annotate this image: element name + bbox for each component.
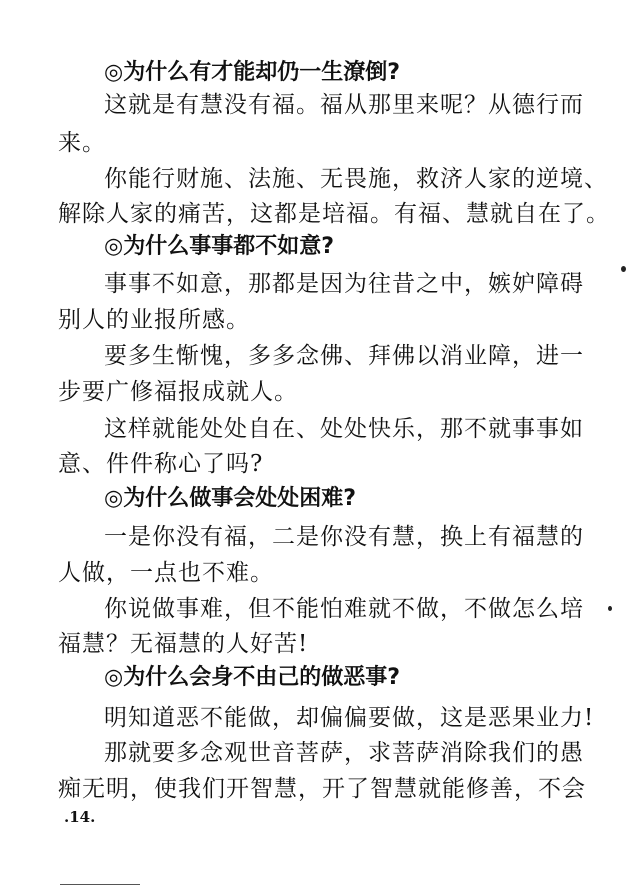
paragraph-line: 解除人家的痛苦，这都是培福。有福、慧就自在了。: [58, 201, 610, 227]
paragraph-line: 要多生惭愧，多多念佛、拜佛以消业障，进一: [104, 343, 584, 369]
paragraph-line: 明知道恶不能做，却偏偏要做，这是恶果业力!: [104, 705, 595, 731]
heading-q3: ◎为什么做事会处处困难?: [104, 486, 356, 511]
paragraph-line: 别人的业报所感。: [58, 307, 250, 333]
paragraph-line: 一是你没有福，二是你没有慧，换上有福慧的: [104, 524, 584, 550]
scan-speck: [608, 606, 612, 611]
heading-q1: ◎为什么有才能却仍一生潦倒?: [104, 60, 400, 85]
paragraph-line: 你说做事难，但不能怕难就不做，不做怎么培: [104, 596, 584, 622]
paragraph-line: 这样就能处处自在、处处快乐，那不就事事如: [104, 416, 584, 442]
paragraph-line: 人做，一点也不难。: [58, 560, 274, 586]
paragraph-line: 那就要多念观世音菩萨，求菩萨消除我们的愚: [104, 740, 584, 766]
heading-q4: ◎为什么会身不由己的做恶事?: [104, 665, 400, 690]
paragraph-line: 福慧？无福慧的人好苦!: [58, 631, 309, 657]
paragraph-line: 步要广修福报成就人。: [58, 379, 298, 405]
heading-q2: ◎为什么事事都不如意?: [104, 234, 334, 259]
paragraph-line: 你能行财施、法施、无畏施，救济人家的逆境、: [104, 166, 608, 192]
paragraph-line: 事事不如意，那都是因为往昔之中，嫉妒障碍: [104, 271, 584, 297]
scan-edge-line: [60, 884, 140, 885]
paragraph-line: 意、件件称心了吗?: [58, 451, 264, 477]
paragraph-line: 这就是有慧没有福。福从那里来呢？从德行而: [104, 92, 584, 118]
paragraph-line: 痴无明，使我们开智慧，开了智慧就能修善，不会: [58, 776, 586, 802]
page-number: .14.: [64, 808, 96, 826]
scan-speck: [621, 266, 626, 272]
paragraph-line: 来。: [58, 130, 106, 156]
